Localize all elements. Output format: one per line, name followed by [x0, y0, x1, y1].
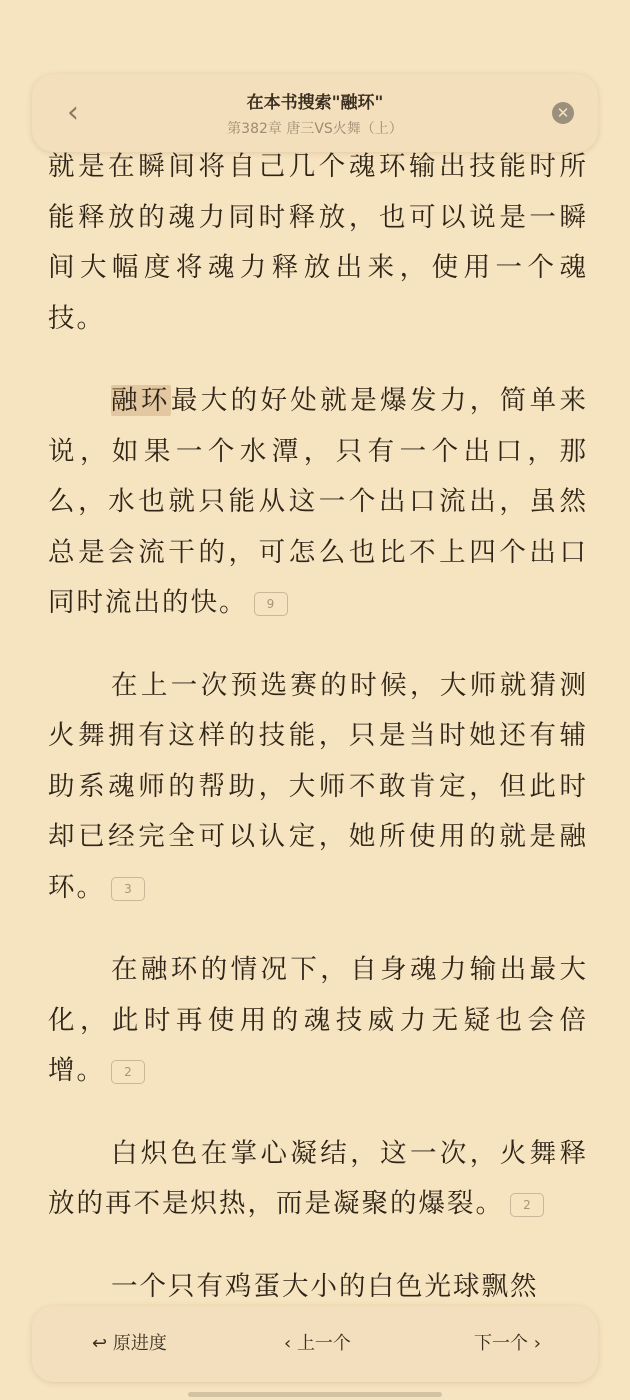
previous-result-button[interactable] — [284, 1330, 351, 1358]
chevron-right-icon: › — [533, 1333, 541, 1354]
comment-count-badge[interactable]: 2 — [510, 1193, 544, 1217]
paragraph-text: 一个只有鸡蛋大小的白色光球飘然 — [111, 1270, 539, 1302]
paragraph-text: 就是在瞬间将自己几个魂环输出技能时所能释放的魂力同时释放，也可以说是一瞬间大幅度将魂力释放出来，使用一个魂技。 — [48, 151, 588, 334]
comment-count-badge[interactable]: 9 — [254, 592, 288, 616]
chevron-left-icon: ‹ — [284, 1333, 292, 1354]
comment-count-badge[interactable]: 3 — [111, 877, 145, 901]
paragraph-text: 在融环的情况下，自身魂力输出最大化，此时再使用的魂技威力无疑也会倍增。 — [48, 954, 588, 1086]
chevron-left-icon[interactable]: ‹ — [67, 95, 79, 130]
next-result-button[interactable] — [474, 1330, 541, 1358]
paragraph — [48, 1262, 588, 1313]
paragraph — [48, 376, 588, 629]
next-label: 下一个 — [474, 1333, 528, 1354]
search-result-bar — [32, 74, 598, 152]
search-highlight[interactable]: 融环 — [111, 385, 171, 416]
paragraph-text: 白炽色在掌心凝结，这一次，火舞释放的再不是炽热，而是凝聚的爆裂。 — [48, 1137, 588, 1219]
comment-count-badge[interactable]: 2 — [111, 1060, 145, 1084]
close-icon[interactable]: ✕ — [552, 102, 574, 124]
return-arrow-icon: ↩ — [92, 1333, 108, 1354]
paragraph — [48, 661, 588, 914]
paragraph-text: 最大的好处就是爆发力，简单来说，如果一个水潭，只有一个出口，那么，水也就只能从这一个出口流出，虽然总是会流干的，可怎么也比不上四个出口同时流出的快。 — [48, 385, 589, 618]
paragraph-text: 在上一次预选赛的时候，大师就猜测火舞拥有这样的技能，只是当时她还有辅助系魂师的帮助，大师不敢肯定，但此时却已经完全可以认定，她所使用的就是融环。 — [48, 669, 588, 903]
reading-content — [48, 142, 588, 1344]
chapter-title: 第382章 唐三VS火舞（上） — [227, 121, 403, 137]
search-title: 在本书搜索"融环" — [246, 93, 384, 113]
previous-label: 上一个 — [296, 1333, 351, 1354]
original-progress-label: 原进度 — [112, 1333, 167, 1354]
paragraph — [48, 142, 588, 344]
home-indicator[interactable] — [188, 1392, 442, 1397]
search-navigation-bar — [32, 1306, 598, 1382]
paragraph — [48, 945, 588, 1097]
original-progress-button[interactable] — [92, 1330, 167, 1358]
paragraph — [48, 1129, 588, 1230]
